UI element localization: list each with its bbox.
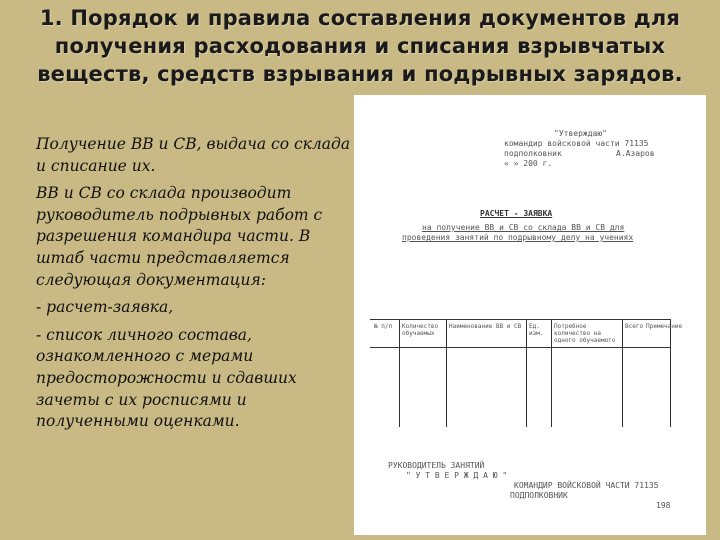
slide-title-line-2: получения расходования и списания взрывчатых <box>54 34 666 58</box>
doc-footer-leader: РУКОВОДИТЕЛЬ ЗАНЯТИЙ <box>388 461 485 470</box>
doc-col-quantity: Потребное количество на одного обучаемого <box>554 323 616 344</box>
doc-footer-commander: КОМАНДИР ВОЙСКОВОЙ ЧАСТИ 71135 <box>514 481 659 490</box>
doc-col-number: № п/п <box>374 323 393 330</box>
slide-title-line-1: 1. Порядок и правила составления документов для <box>39 6 681 30</box>
doc-approve-rank: подполковник <box>504 149 562 158</box>
body-list-item-personnel: - список личного состава, ознакомленного с мерами предосторожности и сдавших зачеты с их росписями и полученными оценками. <box>36 325 297 431</box>
slide-title <box>20 4 700 88</box>
document-scan <box>354 95 706 535</box>
doc-col-unit: Ед. изм. <box>529 323 544 337</box>
doc-footer-approve: " У Т В Е Р Ж Д А Ю " <box>406 471 508 480</box>
doc-subheading-2: проведения занятий по подрывному делу на учениях <box>402 233 634 242</box>
doc-approve-date: « » 200 г. <box>504 159 553 168</box>
doc-table-col-rule <box>670 319 671 427</box>
body-paragraph-receiving: Получение ВВ и СВ, выдача со склада и списание их. <box>36 135 351 175</box>
doc-col-note: Примечание <box>646 323 683 330</box>
doc-table-col-rule <box>622 319 623 427</box>
doc-heading: РАСЧЕТ - ЗАЯВКА <box>480 209 553 218</box>
doc-approve-unit: командир войсковой части 71135 <box>504 139 649 148</box>
slide-body-text <box>36 134 352 439</box>
doc-approve-name: А.Азаров <box>616 149 655 158</box>
doc-footer-rank: ПОДПОЛКОВНИК <box>510 491 568 500</box>
doc-table-header-rule <box>370 347 670 348</box>
doc-table-col-rule <box>446 319 447 427</box>
body-paragraph-procedure: ВВ и СВ со склада производит руководитель подрывных работ с разрешения командира части. В штаб части представляется следующая документация: <box>36 184 323 289</box>
doc-col-trainees: Количество обучаемых <box>402 323 439 337</box>
doc-col-item-name: Наименование ВВ и СВ <box>449 323 522 330</box>
doc-table-col-rule <box>526 319 527 427</box>
doc-approve-label: "Утверждаю" <box>554 129 607 138</box>
doc-table-top-rule <box>370 319 670 320</box>
body-list-item-calculation: - расчет-заявка, <box>36 298 174 317</box>
doc-footer-page: 198 <box>656 501 671 510</box>
doc-table-col-rule <box>551 319 552 427</box>
doc-col-total: Всего <box>625 323 644 330</box>
doc-table-col-rule <box>399 319 400 427</box>
doc-subheading-1: на получение ВВ и СВ со склада ВВ и СВ для <box>422 223 625 232</box>
slide-title-line-3: веществ, средств взрывания и подрывных зарядов. <box>37 62 683 86</box>
